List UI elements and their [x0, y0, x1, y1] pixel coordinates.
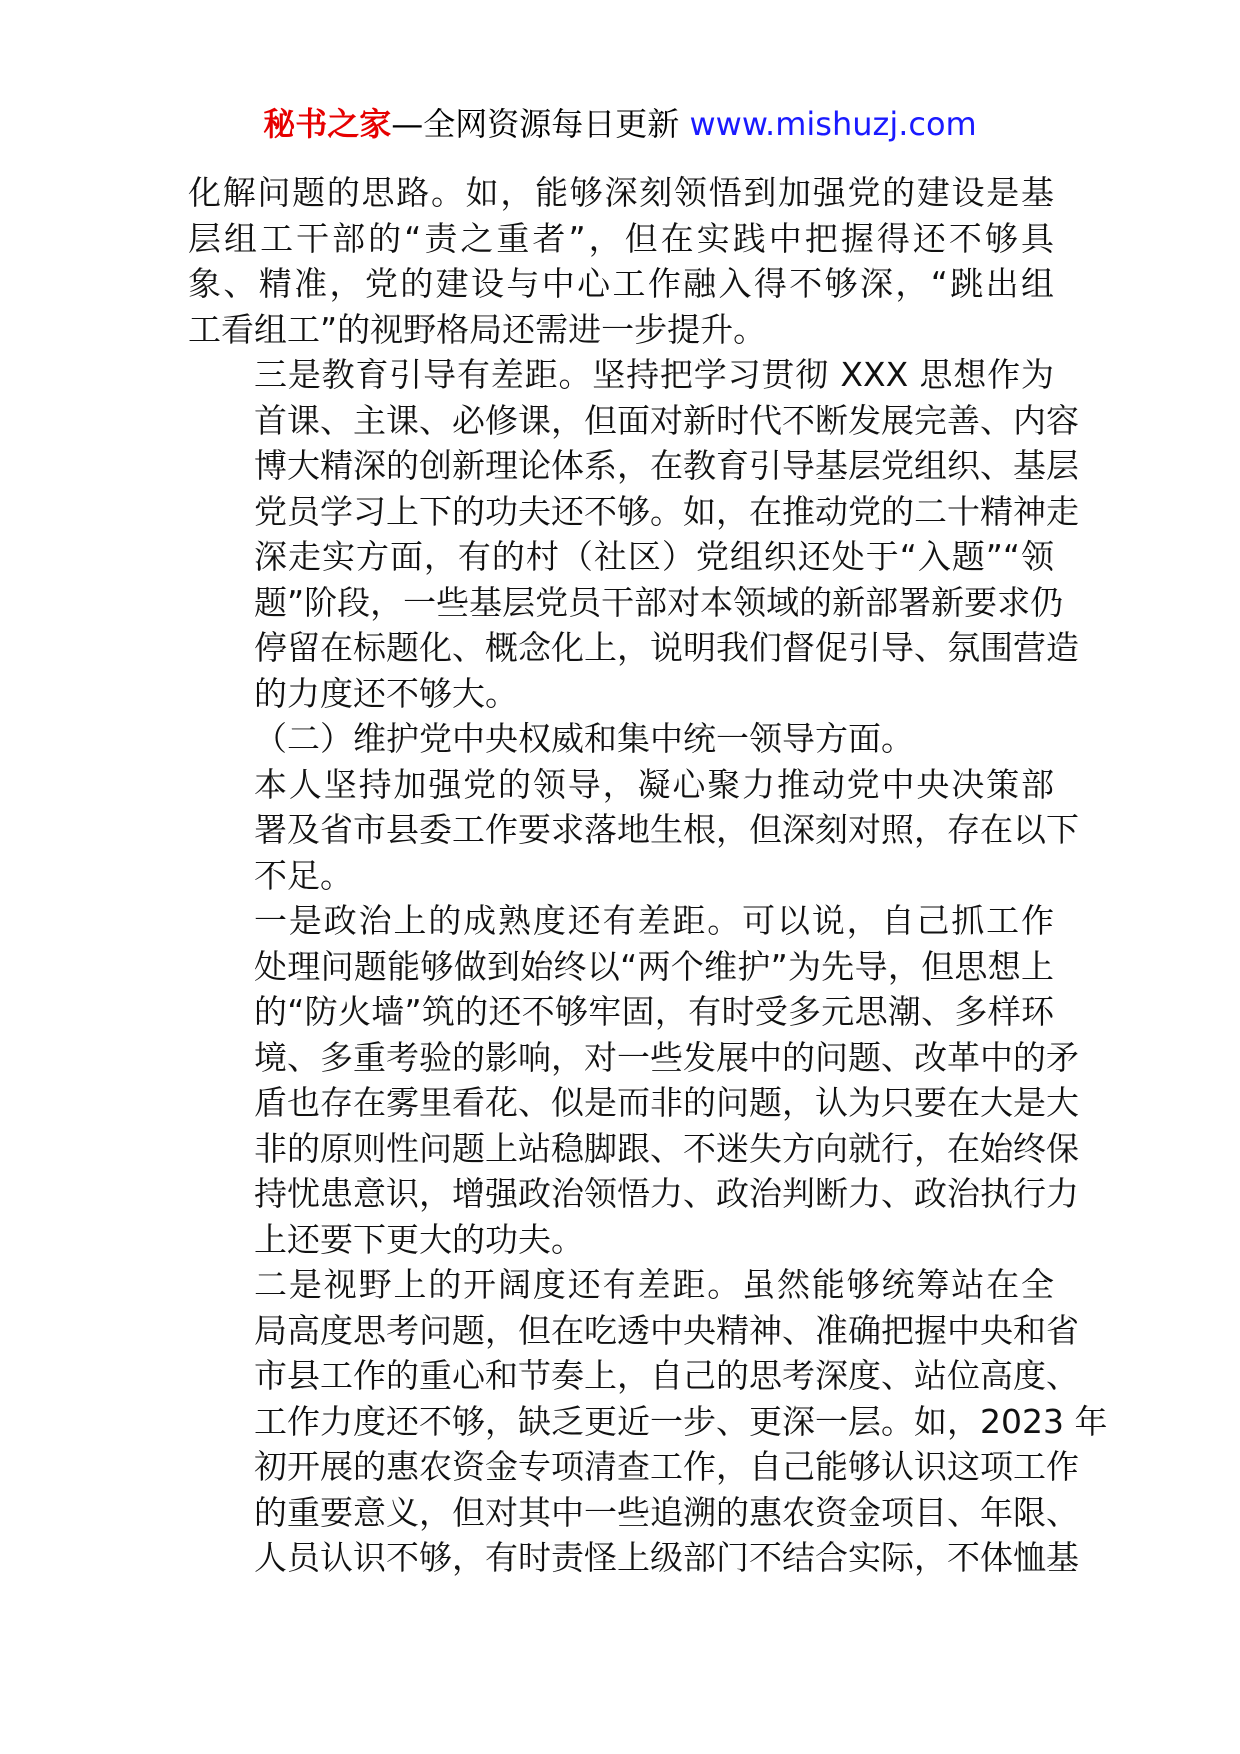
text-line: 党员学习上下的功夫还不够。如，在推动党的二十精神走 — [254, 491, 1079, 531]
document-body — [188, 170, 1108, 1581]
paragraph — [188, 170, 1054, 352]
text-line: 的重要意义，但对其中一些追溯的惠农资金项目、年限、 — [254, 1492, 1079, 1532]
text-line: 的“防火墙”筑的还不够牢固，有时受多元思潮、多样环 — [254, 992, 1054, 1031]
text-line: 持忧患意识，增强政治领悟力、政治判断力、政治执行力 — [254, 1174, 1079, 1213]
paragraph — [188, 1262, 1108, 1581]
paragraph — [188, 716, 1054, 762]
paragraph — [188, 762, 1079, 899]
text-line: 一是政治上的成熟度还有差距。可以说，自己抓工作 — [254, 901, 1054, 940]
text-line: 工看组工”的视野格局还需进一步提升。 — [188, 309, 767, 349]
text-line: 工作力度还不够，缺乏更近一步、更深一层。如，2023 年 — [254, 1401, 1108, 1441]
text-line: 化解问题的思路。如，能够深刻领悟到加强党的建设是基 — [188, 173, 1054, 212]
text-line: 非的原则性问题上站稳脚跟、不迷失方向就行，在始终保 — [254, 1128, 1079, 1168]
text-line: 题”阶段，一些基层党员干部对本领域的新部署新要求仍 — [254, 582, 1064, 622]
paragraph — [188, 352, 1079, 716]
text-line: 盾也存在雾里看花、似是而非的问题，认为只要在大是大 — [254, 1083, 1079, 1122]
text-line: 上还要下更大的功夫。 — [254, 1219, 584, 1259]
text-line: 首课、主课、必修课，但面对新时代不断发展完善、内容 — [254, 400, 1079, 440]
header-brand: 秘书之家 — [263, 105, 392, 143]
text-line: 署及省市县委工作要求落地生根，但深刻对照，存在以下 — [254, 810, 1079, 849]
text-line: 层组工干部的“责之重者”，但在实践中把握得还不够具 — [188, 218, 1054, 258]
text-line: 三是教育引导有差距。坚持把学习贯彻 XXX 思想作为 — [254, 355, 1054, 394]
text-line: 博大精深的创新理论体系，在教育引导基层党组织、基层 — [254, 446, 1079, 485]
text-line: 深走实方面，有的村（社区）党组织还处于“入题”“领 — [254, 537, 1054, 576]
paragraph — [188, 898, 1079, 1262]
text-line: 不足。 — [254, 855, 353, 895]
text-line: 二是视野上的开阔度还有差距。虽然能够统筹站在全 — [254, 1265, 1054, 1304]
text-line: 初开展的惠农资金专项清查工作，自己能够认识这项工作 — [254, 1447, 1079, 1486]
page-header — [0, 102, 1240, 146]
text-line: 境、多重考验的影响，对一些发展中的问题、改革中的矛 — [254, 1037, 1079, 1077]
text-line: 市县工作的重心和节奏上，自己的思考深度、站位高度、 — [254, 1356, 1079, 1395]
text-line: （二）维护党中央权威和集中统一领导方面。 — [254, 719, 914, 758]
text-line: 象、精准，党的建设与中心工作融入得不够深，“跳出组 — [188, 264, 1054, 303]
text-line: 停留在标题化、概念化上，说明我们督促引导、氛围营造 — [254, 628, 1079, 667]
header-tagline: —全网资源每日更新 — [391, 105, 680, 143]
text-line: 处理问题能够做到始终以“两个维护”为先导，但思想上 — [254, 946, 1054, 986]
header-url-link[interactable]: www.mishuzj.com — [689, 105, 977, 143]
text-line: 的力度还不够大。 — [254, 673, 518, 713]
text-line: 本人坚持加强党的领导，凝心聚力推动党中央决策部 — [254, 764, 1054, 804]
text-line: 人员认识不够，有时责怪上级部门不结合实际，不体恤基 — [254, 1538, 1079, 1577]
text-line: 局高度思考问题，但在吃透中央精神、准确把握中央和省 — [254, 1310, 1079, 1350]
